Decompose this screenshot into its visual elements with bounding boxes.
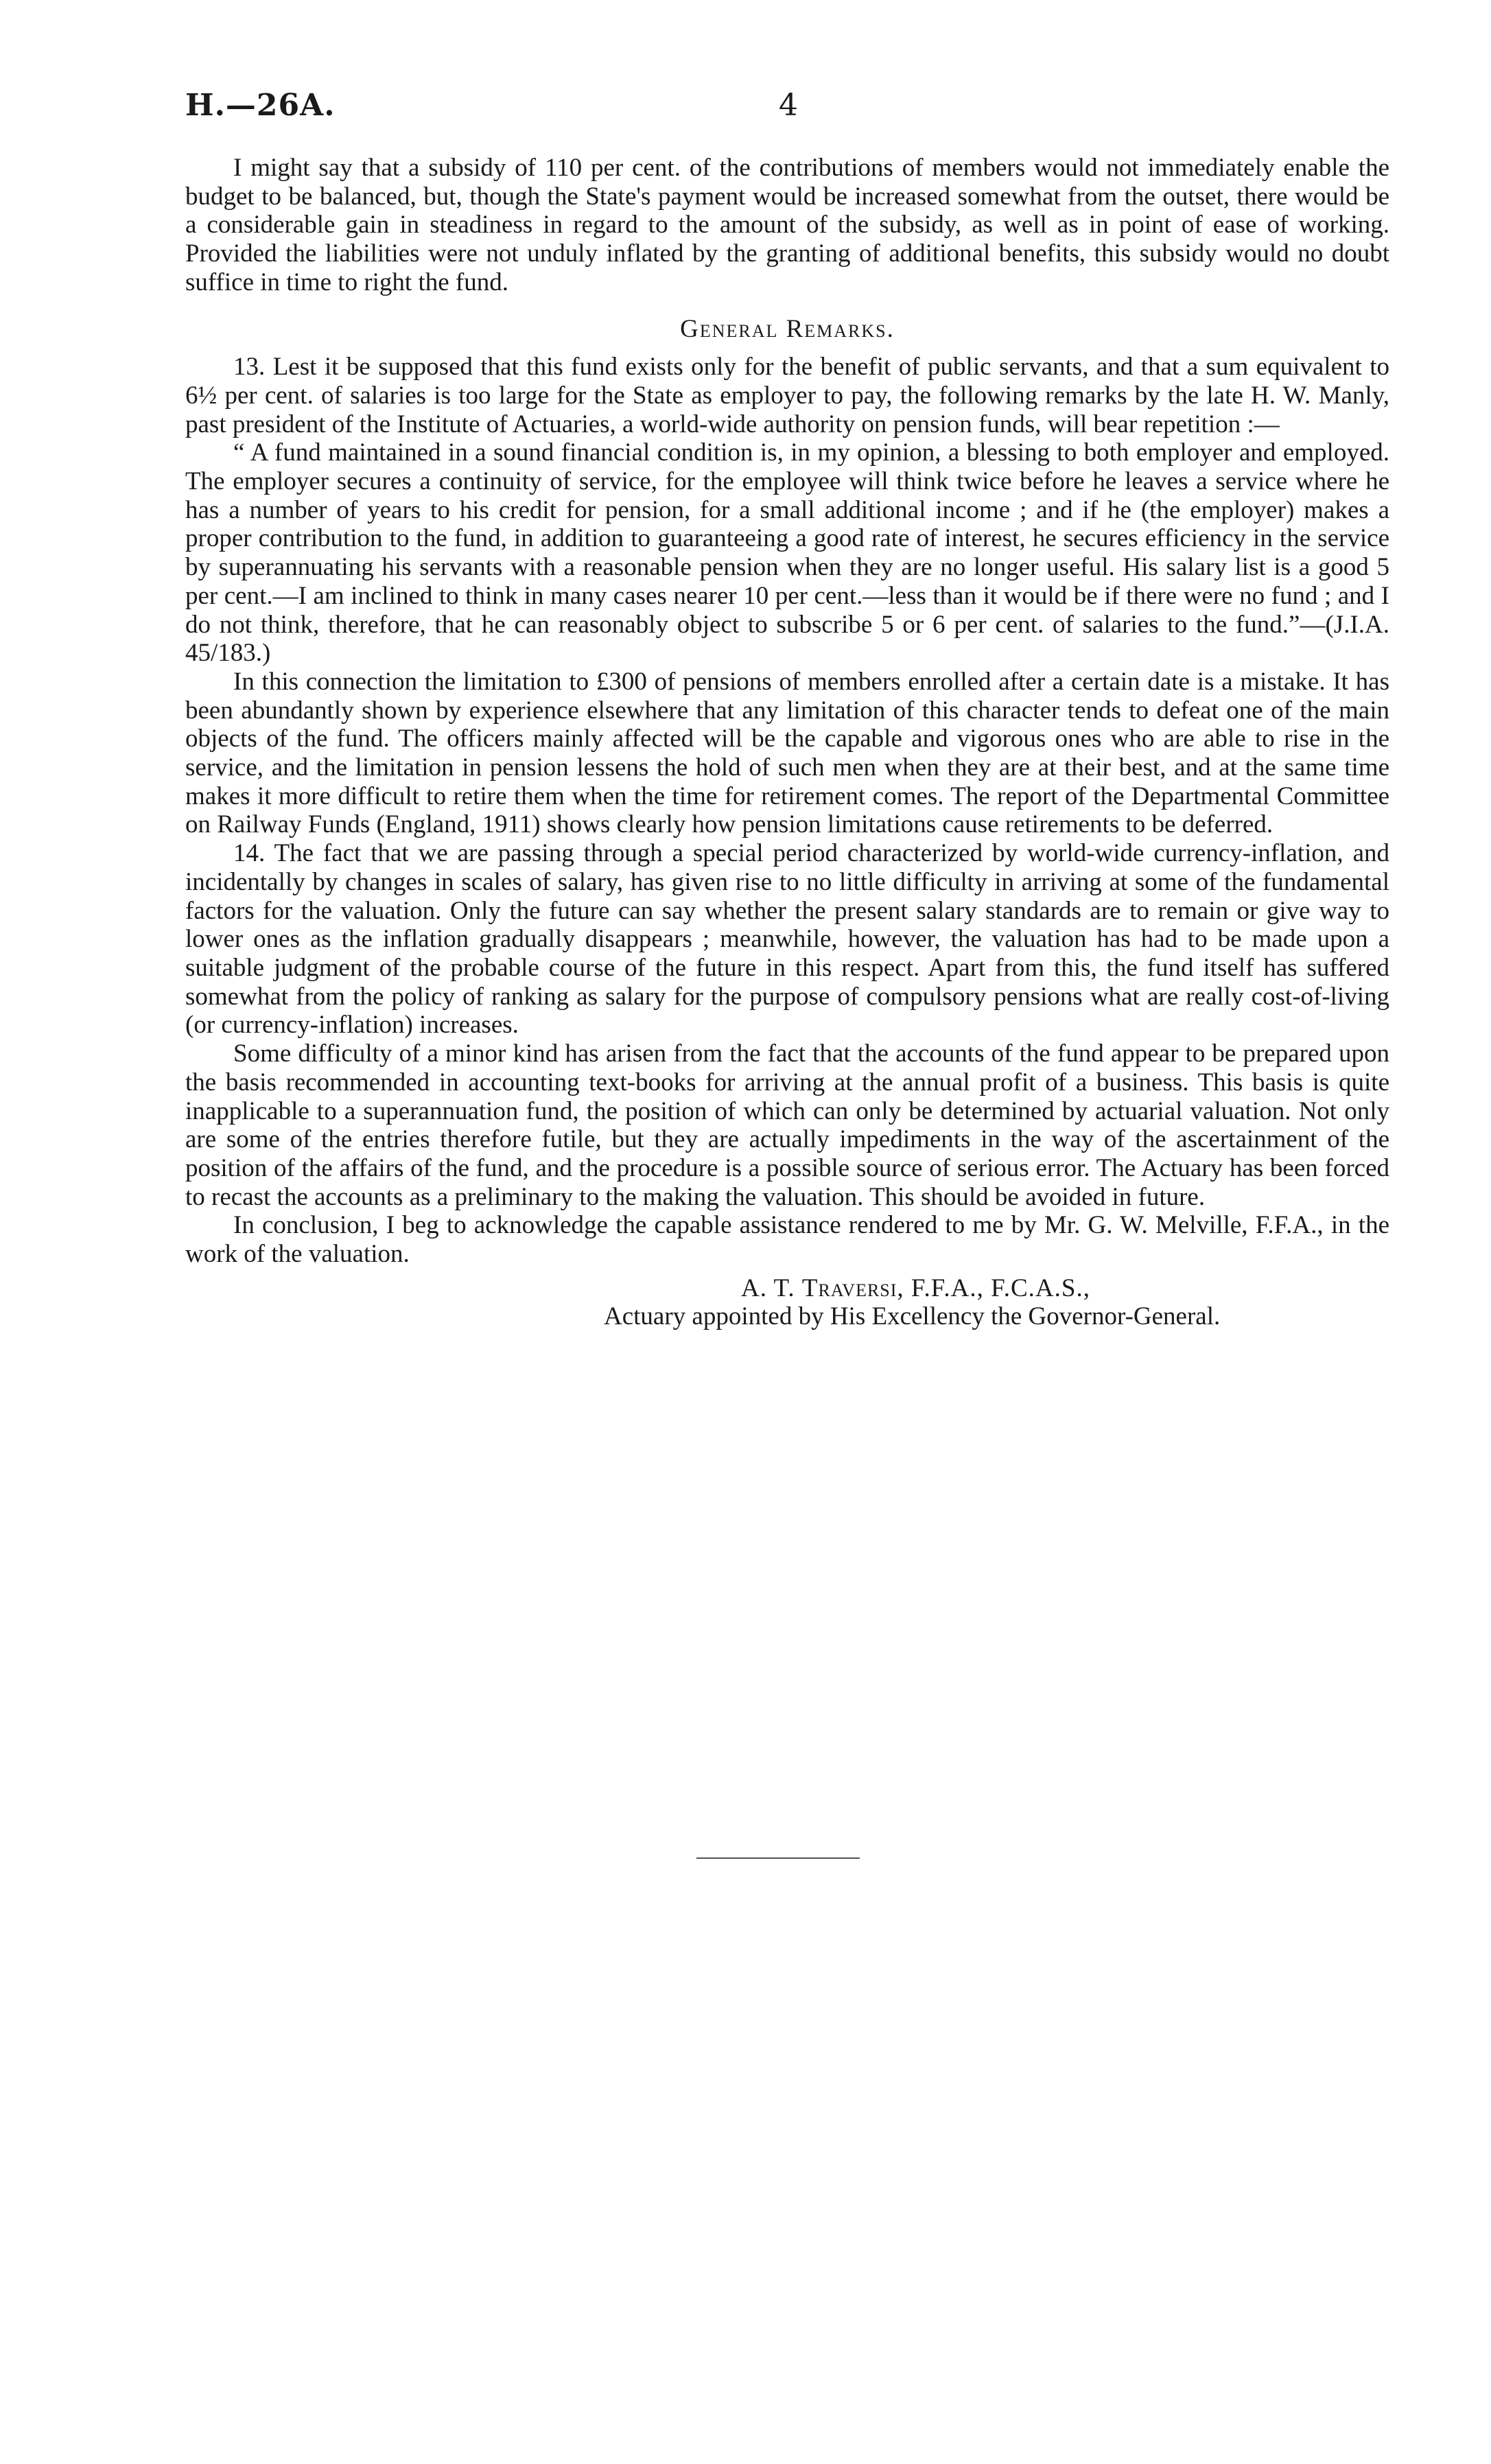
paragraph-conclusion: In conclusion, I beg to acknowledge the capable assistance rendered to me by Mr. G. W. Melville, F.F.A., in the work of the valuation. [185, 1211, 1389, 1269]
page-header [185, 88, 1389, 129]
document-body [185, 154, 1389, 1331]
signatory-title: Actuary appointed by His Excellency the Governor-General. [604, 1302, 1221, 1331]
signatory-initials: A. T. [741, 1274, 795, 1302]
paragraph-pension-limitation: In this connection the limitation to £300 of pensions of members enrolled after a certain date is a mistake. It has been abundantly shown by experience elsewhere that any limitation of this character tends to defeat one of the main objects of the fund. The officers mainly affected will be the capable and vigorous ones who are able to rise in the service, and the limitation in pension lessens the hold of such men when they are at their best, and at the same time makes it more difficult to retire them when the time for retirement comes. The report of the Departmental Committee on Railway Funds (England, 1911) shows clearly how pension limitations cause retirements to be deferred. [185, 667, 1389, 839]
paragraph-accounts: Some difficulty of a minor kind has arisen from the fact that the accounts of the fund appear to be prepared upon the basis recommended in accounting text-books for arriving at the annual profit of a business. This basis is quite inapplicable to a superannuation fund, the position of which can only be determined by actuarial valuation. Not only are some of the entries therefore futile, but they are actually impediments in the way of the ascertainment of the position of the affairs of the fund, and the procedure is a possible source of serious error. The Actuary has been forced to recast the accounts as a preliminary to the making the valuation. This should be avoided in future. [185, 1040, 1389, 1211]
signatory-name [604, 1274, 1389, 1303]
page-number: 4 [779, 88, 798, 123]
document-reference: H.—26A. [185, 88, 336, 123]
paragraph-14: 14. The fact that we are passing through a special period characterized by world-wide currency-inflation, and incidentally by changes in scales of salary, has given rise to no little difficulty in arriving at some of the fundamental factors for the valuation. Only the future can say whether the present salary standards are to remain or give way to lower ones as the inflation gradually disappears ; meanwhile, however, the valuation has had to be made upon a suitable judgment of the probable course of the future in this respect. Apart from this, the fund itself has suffered somewhat from the policy of ranking as salary for the purpose of compulsory pensions what are really cost-of-living (or currency-inflation) increases. [185, 839, 1389, 1040]
signatory-credentials: , F.F.A., F.C.A.S., [897, 1274, 1090, 1302]
signature-block [185, 1274, 1389, 1331]
paragraph-subsidy: I might say that a subsidy of 110 per cent. of the contributions of members would not immediately enable the budget to be balanced, but, though the State's payment would be increased somewhat from the outset, there would be a considerable gain in steadiness in regard to the amount of the subsidy, as well as in point of ease of working. Provided the liabilities were not unduly inflated by the granting of additional benefits, this subsidy would no doubt suffice in time to right the fund. [185, 154, 1389, 296]
end-rule [696, 1857, 860, 1859]
signatory-surname: Traversi [801, 1274, 897, 1302]
paragraph-13: 13. Lest it be supposed that this fund exists only for the benefit of public servants, and that a sum equivalent to 6½ per cent. of salaries is too large for the State as employer to pay, the following remarks by the late H. W. Manly, past president of the Institute of Actuaries, a world-wide authority on pension funds, will bear repetition :— [185, 353, 1389, 438]
manly-quotation: “ A fund maintained in a sound financial condition is, in my opinion, a blessing to both employer and employed. The employer secures a continuity of service, for the employee will think twice before he leaves a service where he has a number of years to his credit for pension, for a small additional income ; and if he (the employer) makes a proper contribution to the fund, in addition to guaranteeing a good rate of interest, he secures efficiency in the service by superannuating his servants with a reasonable pension when they are no longer useful. His salary list is a good 5 per cent.—I am inclined to think in many cases nearer 10 per cent.—less than it would be if there were no fund ; and I do not think, therefore, that he can reasonably object to subscribe 5 or 6 per cent. of salaries to the fund.”—(J.I.A. 45/183.) [185, 438, 1389, 668]
section-heading-general-remarks: General Remarks. [680, 314, 895, 343]
